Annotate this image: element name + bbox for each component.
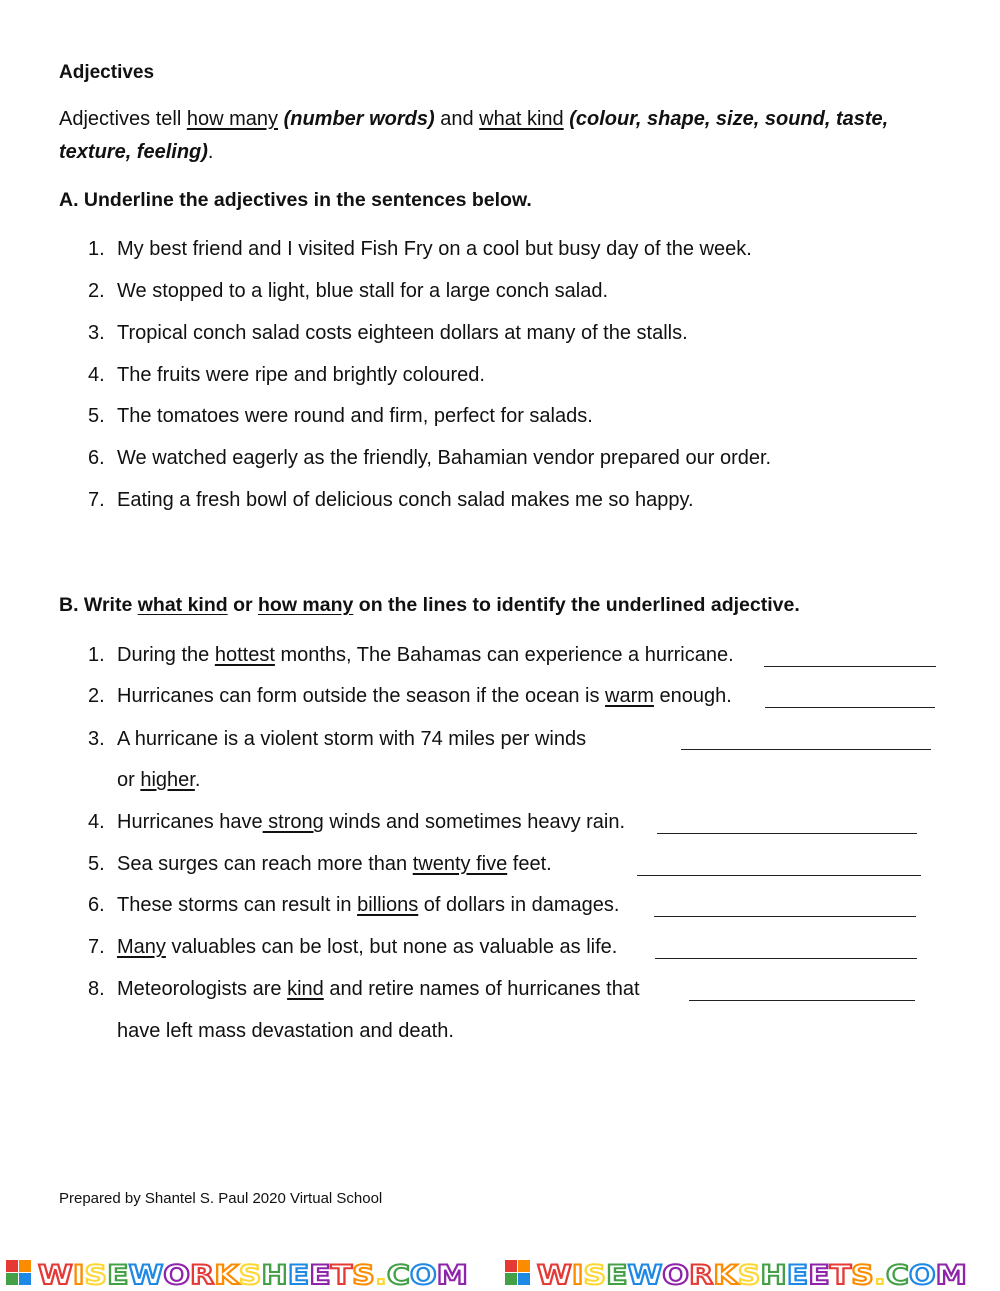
sentence-text: and retire names of hurricanes that	[323, 978, 640, 1000]
answer-line-1[interactable]	[764, 666, 936, 667]
answer-line-7[interactable]	[655, 958, 917, 959]
logo-block	[19, 1273, 31, 1285]
a-item-number: 5.	[88, 405, 105, 427]
answer-line-5[interactable]	[637, 875, 921, 876]
heading-how-many: how many	[258, 594, 354, 616]
sentence-text: valuables can be lost, but none as valuable as life.	[165, 936, 618, 958]
heading-text: on the lines to identify the underlined adjective.	[353, 594, 800, 616]
sentence-text: Hurricanes can form outside the season if the ocean is	[117, 685, 606, 707]
sentence-text: winds and sometimes heavy rain.	[323, 811, 626, 833]
logo-block	[505, 1273, 517, 1285]
underlined-adjective: higher	[140, 769, 195, 791]
answer-line-6[interactable]	[654, 916, 916, 917]
b-item-number: 5.	[88, 853, 105, 875]
intro-period: .	[207, 141, 214, 163]
b-item-number: 8.	[88, 978, 105, 1000]
sentence-text: months, The Bahamas can experience a hurricane.	[274, 644, 734, 666]
a-item-number: 4.	[88, 364, 105, 386]
a-item-3[interactable]: Tropical conch salad costs eighteen dollars at many of the stalls.	[117, 322, 688, 344]
b-item-7	[117, 936, 617, 959]
logo-block	[6, 1260, 18, 1272]
sentence-text: feet.	[507, 853, 552, 875]
logo-block	[505, 1260, 517, 1272]
a-item-number: 6.	[88, 447, 105, 469]
a-item-7[interactable]: Eating a fresh bowl of delicious conch salad makes me so happy.	[117, 489, 694, 511]
logo-text: W IS E W O R K S H E E T S .C O M	[38, 1260, 464, 1291]
heading-what-kind: what kind	[137, 594, 228, 616]
heading-text: or	[227, 594, 258, 616]
sentence-text: Meteorologists are	[117, 978, 288, 1000]
intro-kinds-list-cont: texture, feeling)	[59, 141, 208, 163]
a-item-number: 7.	[88, 489, 105, 511]
b-item-number: 6.	[88, 894, 105, 916]
intro-line-1	[59, 108, 888, 131]
b-item-6	[117, 894, 619, 917]
sentence-text: These storms can result in	[117, 894, 358, 916]
answer-line-8[interactable]	[689, 1000, 915, 1001]
underlined-adjective: hottest	[214, 644, 275, 666]
b-item-8	[117, 978, 640, 1001]
sentence-text: .	[194, 769, 201, 791]
b-item-5	[117, 853, 552, 876]
a-item-number: 2.	[88, 280, 105, 302]
intro-what-kind: what kind	[479, 108, 564, 130]
intro-kinds-list: (colour, shape, size, sound, taste,	[569, 108, 889, 130]
answer-line-4[interactable]	[657, 833, 917, 834]
b-item-3-cont	[117, 769, 200, 792]
logo-block	[518, 1260, 530, 1272]
a-item-1[interactable]: My best friend and I visited Fish Fry on a cool but busy day of the week.	[117, 238, 752, 260]
intro-line-2	[59, 141, 213, 164]
a-item-5[interactable]: The tomatoes were round and firm, perfect for salads.	[117, 405, 593, 427]
intro-number-words: (number words)	[283, 108, 435, 130]
footer-credit: Prepared by Shantel S. Paul 2020 Virtual School	[59, 1190, 383, 1207]
underlined-adjective: Many	[117, 936, 166, 958]
a-item-2[interactable]: We stopped to a light, blue stall for a large conch salad.	[117, 280, 609, 302]
a-item-number: 3.	[88, 322, 105, 344]
underlined-adjective: warm	[605, 685, 654, 707]
page-title: Adjectives	[59, 62, 155, 83]
b-item-number: 2.	[88, 685, 105, 707]
b-item-number: 4.	[88, 811, 105, 833]
intro-text: Adjectives tell	[59, 108, 187, 130]
wiseworksheets-banner-logo	[0, 1255, 1000, 1291]
sentence-text: During the	[117, 644, 215, 666]
logo-block	[518, 1273, 530, 1285]
b-item-2	[117, 685, 732, 708]
a-item-number: 1.	[88, 238, 105, 260]
logo-block	[19, 1260, 31, 1272]
sentence-text: or	[117, 769, 141, 791]
b-item-1	[117, 644, 734, 667]
sentence-text: of dollars in damages.	[418, 894, 620, 916]
b-item-8-cont: have left mass devastation and death.	[117, 1020, 454, 1042]
intro-text: and	[434, 108, 480, 130]
b-item-number: 1.	[88, 644, 105, 666]
logo-block	[6, 1273, 18, 1285]
b-item-number: 7.	[88, 936, 105, 958]
sentence-text: Sea surges can reach more than	[117, 853, 413, 875]
answer-line-3[interactable]	[681, 749, 931, 750]
underlined-adjective: strong	[262, 811, 324, 833]
sentence-text: Hurricanes have	[117, 811, 263, 833]
section-a-heading: A. Underline the adjectives in the sentences below.	[59, 189, 532, 211]
intro-how-many: how many	[186, 108, 278, 130]
answer-line-2[interactable]	[765, 707, 935, 708]
underlined-adjective: kind	[287, 978, 324, 1000]
logo-text: W IS E W O R K S H E E T S .C O M	[537, 1260, 963, 1291]
underlined-adjective: billions	[357, 894, 419, 916]
section-b-heading	[59, 594, 800, 617]
heading-text: B. Write	[59, 594, 138, 616]
sentence-text: enough.	[653, 685, 732, 707]
b-item-3: A hurricane is a violent storm with 74 miles per winds	[117, 728, 587, 750]
b-item-number: 3.	[88, 728, 105, 750]
underlined-adjective: twenty five	[412, 853, 508, 875]
a-item-4[interactable]: The fruits were ripe and brightly coloured.	[117, 364, 485, 386]
a-item-6[interactable]: We watched eagerly as the friendly, Bahamian vendor prepared our order.	[117, 447, 772, 469]
b-item-4	[117, 811, 625, 834]
